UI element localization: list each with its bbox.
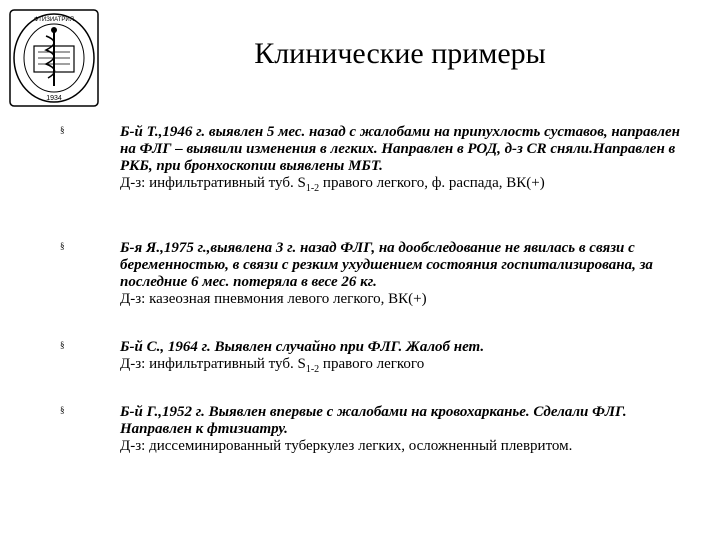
case-item-4 xyxy=(120,404,695,455)
page-title: Клинические примеры xyxy=(254,37,546,70)
seal-emblem-icon xyxy=(6,6,102,110)
case-description: Б-й Г.,1952 г. Выявлен впервые с жалобами на кровохарканье. Сделали ФЛГ. Направлен к фтизиатру. xyxy=(120,404,627,437)
diagnosis-line: Д-з: диссеминированный туберкулез легких, осложненный плевритом. xyxy=(120,438,573,454)
diagnosis-line: Д-з: инфильтративный туб. $S_{1-2}$ правого легкого xyxy=(120,356,425,375)
case-item-2 xyxy=(120,240,695,308)
case-item-1 xyxy=(120,124,695,197)
diagnosis-line: Д-з: инфильтративный туб. $S_{1-2}$ правого легкого, ф. распада, ВК(+) xyxy=(120,175,545,194)
bullet-marker: § xyxy=(60,241,65,251)
institution-seal-logo xyxy=(6,6,102,110)
case-description: Б-й Т.,1946 г. выявлен 5 мес. назад с жалобами на припухлость суставов, направлен на ФЛГ – выявили изменения в легких. Направлен в РОД, д-з CR сняли.Направлен в РКБ, при бронхоскопии выявлены МБТ. xyxy=(120,124,680,174)
seal-year-text: 1934 xyxy=(46,95,62,102)
case-description: Б-й С., 1964 г. Выявлен случайно при ФЛГ. Жалоб нет. xyxy=(120,339,485,355)
bullet-marker: § xyxy=(60,340,65,350)
diagnosis-line: Д-з: казеозная пневмония левого легкого, ВК(+) xyxy=(120,291,427,307)
seal-top-text: ФТИЗИАТРИЯ xyxy=(34,17,74,23)
bullet-marker: § xyxy=(60,405,65,415)
bullet-marker: § xyxy=(60,125,65,135)
case-item-3 xyxy=(120,339,695,378)
case-description: Б-я Я.,1975 г.,выявлена 3 г. назад ФЛГ, на дообследование не явилась в связи с беременностью, в связи с резким ухудшением состояния госпитализирована, за последние 6 мес. потеряла в весе 26 кг. xyxy=(120,240,653,290)
